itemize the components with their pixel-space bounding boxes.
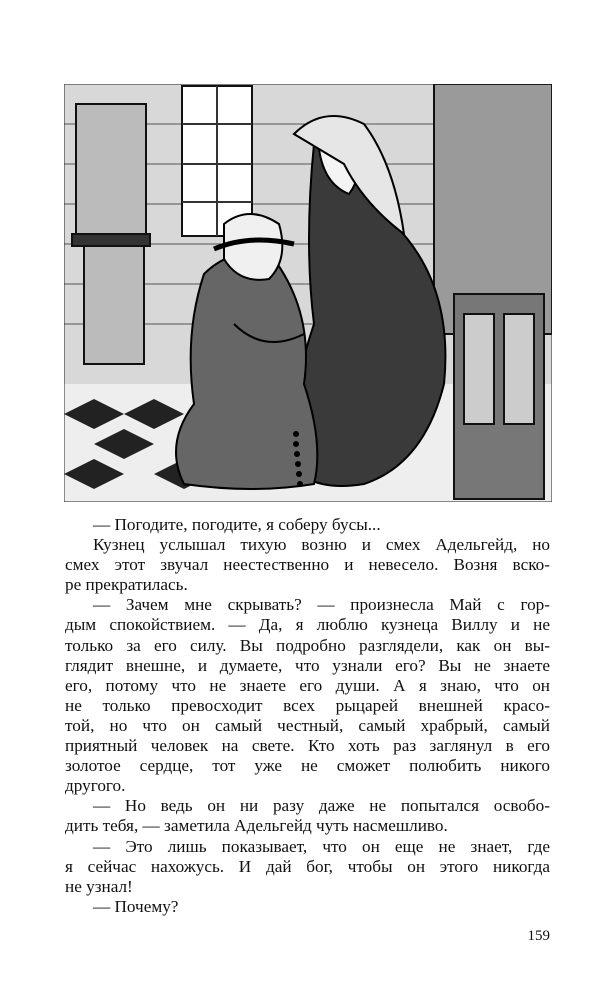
text-line: не узнал! [65,876,133,896]
text-line: я сейчас нахожусь. И дай бог, чтобы он этого никогда [65,856,550,876]
text-line: не только превосходит всех рыцарей внешней красо- [65,695,550,715]
text-line: глядит внешне, и думаете, что узнали его? Вы не знаете [65,655,550,675]
text-line: золотое сердце, тот уже не сможет полюбить никого [65,756,550,776]
text-line: той, но что он самый честный, самый храбрый, самый [65,715,550,735]
cabinet [72,104,150,364]
text-line: другого. [65,776,126,796]
text-line: приятный человек на свете. Кто хоть раз заглянул в его [65,736,550,756]
text-line: ре прекратилась. [65,575,188,595]
text-line: — Погодите, погодите, я соберу бусы... [93,515,381,534]
chair [454,294,544,499]
text-line: — Почему? [93,896,179,916]
text-line: — Это лишь показывает, что он еще не знает, где [93,836,550,856]
book-illustration [64,84,552,502]
page-number: 159 [527,928,550,944]
window [182,86,252,236]
text-line: только за его силу. Вы подробно разглядели, как он вы- [65,635,550,655]
text-line: — Но ведь он ни разу даже не попытался освобо- [93,796,550,816]
text-line: его, потому что не знаете его души. А я знаю, что он [65,675,550,695]
body-text [65,515,550,917]
text-line: дым спокойствием. — Да, я люблю кузнеца Виллу и не [65,615,550,635]
text-line: смех этот звучал неестественно и невесело. Возня вско- [65,555,550,575]
text-line: дить тебя, — заметила Адельгейд чуть насмешливо. [65,816,448,836]
text-line: — Зачем мне скрывать? — произнесла Май с гор- [93,595,550,615]
text-line: Кузнец услышал тихую возню и смех Адельгейд, но [93,535,550,555]
